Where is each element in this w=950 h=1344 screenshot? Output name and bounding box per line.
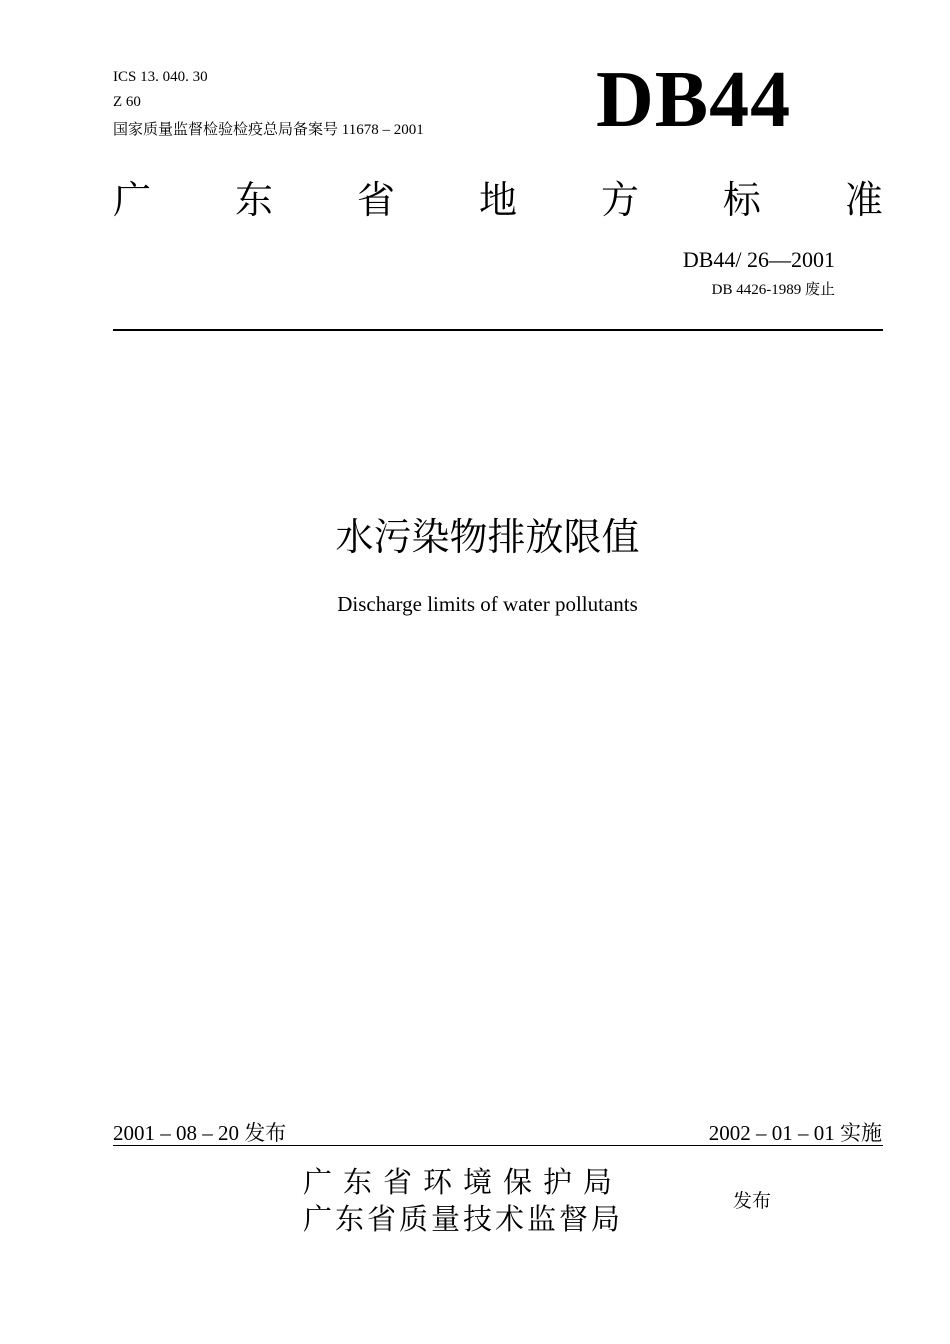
- standard-type-char: 地: [478, 178, 517, 222]
- implementation-date: 2002 – 01 – 01 实施: [708, 1121, 882, 1145]
- issued-by-label: 发布: [733, 1190, 772, 1212]
- standard-type-char: 标: [722, 178, 761, 222]
- registration-number: 国家质量监督检验检疫总局备案号 11678 – 2001: [113, 122, 424, 138]
- footer-divider: [113, 1145, 883, 1146]
- standard-type-char: 方: [600, 178, 639, 222]
- issuing-agency-environment: 广东省环境保护局: [303, 1165, 624, 1199]
- document-subtitle: Discharge limits of water pollutants: [337, 592, 638, 616]
- standard-type-heading: [113, 176, 883, 224]
- ccs-code: Z 60: [113, 94, 141, 110]
- issue-date: 2001 – 08 – 20 发布: [113, 1121, 287, 1145]
- document-title: 水污染物排放限值: [335, 515, 640, 559]
- standard-type-char: 东: [234, 178, 273, 222]
- db44-logo: DB44: [596, 56, 792, 144]
- standard-type-char: 广: [113, 178, 152, 222]
- issuing-agency-quality: 广东省质量技术监督局: [303, 1202, 624, 1236]
- standard-type-char: 准: [844, 178, 883, 222]
- standard-type-char: 省: [356, 178, 395, 222]
- standard-number: DB44/ 26—2001: [682, 247, 835, 272]
- ics-code: ICS 13. 040. 30: [113, 69, 208, 85]
- header-divider: [113, 329, 883, 331]
- replaced-standard: DB 4426-1989 废止: [711, 282, 835, 298]
